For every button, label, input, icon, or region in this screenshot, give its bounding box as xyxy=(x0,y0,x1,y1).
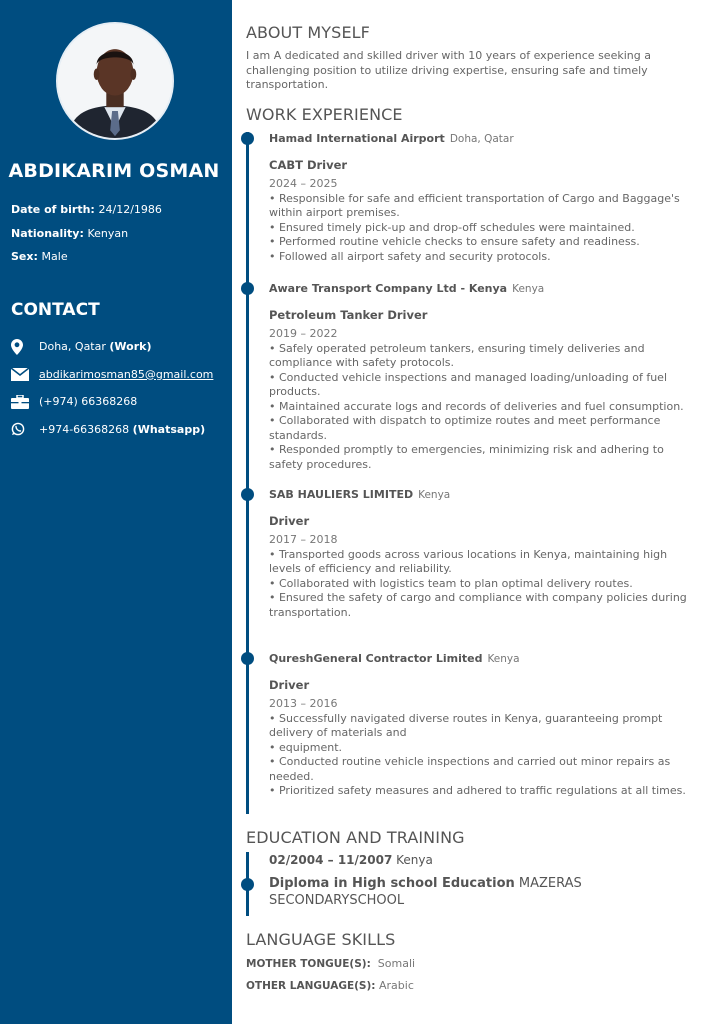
job-bullet: • equipment. xyxy=(269,740,343,754)
education-dates-row xyxy=(269,852,699,868)
other-languages-label: OTHER LANGUAGE(S): xyxy=(246,980,376,992)
detail-value: Kenyan xyxy=(87,226,129,240)
job-entry xyxy=(269,652,699,799)
job-company xyxy=(269,652,699,665)
detail-value: Male xyxy=(41,250,68,263)
education-entry xyxy=(269,852,699,909)
work-timeline-line xyxy=(246,132,249,814)
job-company xyxy=(269,282,699,295)
job-bullet: • Collaborated with logistics team to plan optimal delivery routes. xyxy=(269,576,633,590)
education-location: Kenya xyxy=(396,853,433,867)
job-bullets xyxy=(269,192,699,265)
mother-tongue-row xyxy=(246,957,415,970)
job-bullet: • Performed routine vehicle checks to ensure safety and readiness. xyxy=(269,235,640,248)
job-bullet: • Conducted routine vehicle inspections and carried out minor repairs as needed. xyxy=(269,755,671,783)
contact-location-suffix: (Work) xyxy=(109,340,152,354)
timeline-dot xyxy=(241,488,254,501)
contact-list xyxy=(11,333,213,443)
job-bullets xyxy=(269,548,699,621)
detail-nationality xyxy=(11,225,162,249)
whatsapp-suffix: (Whatsapp) xyxy=(132,422,206,436)
company-location: Kenya xyxy=(487,653,520,665)
company-location: Kenya xyxy=(512,283,545,295)
detail-label: Date of birth: xyxy=(11,203,95,216)
education-degree: Diploma in High school Education xyxy=(269,876,515,891)
job-bullet: • Safely operated petroleum tankers, ensuring timely deliveries and compliance with safety protocols. xyxy=(269,341,645,369)
other-languages-value: Arabic xyxy=(379,979,414,992)
job-role: Driver xyxy=(269,678,310,692)
contact-location-text: Doha, Qatar xyxy=(39,340,106,354)
timeline-dot xyxy=(241,878,254,891)
job-bullet: • Prioritized safety measures and adhered to traffic regulations at all times. xyxy=(269,784,686,797)
job-bullet: • Collaborated with dispatch to optimize routes and meet performance standards. xyxy=(269,414,661,442)
job-company xyxy=(269,488,699,501)
person-photo-icon xyxy=(58,24,172,138)
whatsapp-icon xyxy=(11,421,39,437)
about-text: I am A dedicated and skilled driver with 10 years of experience seeking a challenging position to utilize driving expertise, ensuring safe and timely transportation. xyxy=(246,49,651,91)
languages-heading: LANGUAGE SKILLS xyxy=(246,930,396,949)
contact-whatsapp xyxy=(11,416,213,444)
email-link[interactable]: abdikarimosman85@gmail.com xyxy=(39,367,214,381)
job-dates: 2019 – 2022 xyxy=(269,327,338,340)
mother-tongue-value: Somali xyxy=(377,957,416,970)
job-bullet: • Followed all airport safety and security protocols. xyxy=(269,249,551,263)
briefcase-icon xyxy=(11,394,39,410)
company-location: Doha, Qatar xyxy=(449,133,514,145)
education-degree-row xyxy=(269,875,699,909)
job-bullet: • Transported goods across various locations in Kenya, maintaining high levels of efficiency and reliability. xyxy=(269,547,668,575)
personal-details xyxy=(11,201,162,272)
contact-location xyxy=(11,333,213,361)
job-role: CABT Driver xyxy=(269,158,348,172)
other-languages-row xyxy=(246,979,414,992)
timeline-dot xyxy=(241,282,254,295)
job-bullet: • Ensured timely pick-up and drop-off schedules were maintained. xyxy=(269,220,635,234)
detail-label: Sex: xyxy=(11,250,38,263)
company-name: Aware Transport Company Ltd - Kenya xyxy=(269,282,508,295)
detail-value: 24/12/1986 xyxy=(98,203,162,216)
whatsapp-number: +974-66368268 xyxy=(39,422,130,436)
job-dates: 2024 – 2025 xyxy=(269,177,338,190)
contact-email xyxy=(11,361,213,389)
contact-phone xyxy=(11,388,213,416)
company-name: Hamad International Airport xyxy=(269,132,445,145)
job-bullet: • Successfully navigated diverse routes in Kenya, guaranteeing prompt delivery of materials and xyxy=(269,711,663,739)
job-bullets xyxy=(269,712,699,799)
education-school: MAZERAS SECONDARYSCHOOL xyxy=(269,876,582,908)
profile-name: ABDIKARIM OSMAN xyxy=(8,160,220,182)
job-bullet: • Responded promptly to emergencies, minimizing risk and adhering to safety procedures. xyxy=(269,443,664,471)
job-role: Driver xyxy=(269,514,310,528)
job-bullet: • Maintained accurate logs and records of deliveries and fuel consumption. xyxy=(269,399,684,413)
job-bullet: • Conducted vehicle inspections and managed loading/unloading of fuel products. xyxy=(269,370,667,398)
job-bullets xyxy=(269,342,699,473)
job-entry xyxy=(269,488,699,620)
mother-tongue-label: MOTHER TONGUE(S): xyxy=(246,958,371,970)
timeline-dot xyxy=(241,652,254,665)
job-dates: 2013 – 2016 xyxy=(269,697,338,710)
detail-label: Nationality: xyxy=(11,226,84,240)
job-company xyxy=(269,132,699,145)
location-pin-icon xyxy=(11,339,39,355)
job-entry xyxy=(269,282,699,472)
job-bullet: • Ensured the safety of cargo and compliance with company policies during transportation. xyxy=(269,591,687,619)
job-dates: 2017 – 2018 xyxy=(269,533,338,546)
profile-photo xyxy=(56,22,174,140)
job-entry xyxy=(269,132,699,264)
timeline-dot xyxy=(241,132,254,145)
work-experience-heading: WORK EXPERIENCE xyxy=(246,105,403,124)
education-dates: 02/2004 – 11/2007 xyxy=(269,853,393,867)
job-role: Petroleum Tanker Driver xyxy=(269,308,428,322)
detail-sex xyxy=(11,248,162,272)
education-heading: EDUCATION AND TRAINING xyxy=(246,828,465,847)
sidebar xyxy=(0,0,232,1024)
job-bullet: • Responsible for safe and efficient transportation of Cargo and Baggage's within airport premises. xyxy=(269,191,680,219)
contact-heading: CONTACT xyxy=(11,300,100,320)
company-name: SAB HAULIERS LIMITED xyxy=(269,488,414,501)
company-location: Kenya xyxy=(418,489,451,501)
detail-date-of-birth xyxy=(11,201,162,225)
about-heading: ABOUT MYSELF xyxy=(246,23,370,42)
phone-number: (+974) 66368268 xyxy=(39,395,138,409)
company-name: QureshGeneral Contractor Limited xyxy=(269,652,483,665)
envelope-icon xyxy=(11,366,39,382)
